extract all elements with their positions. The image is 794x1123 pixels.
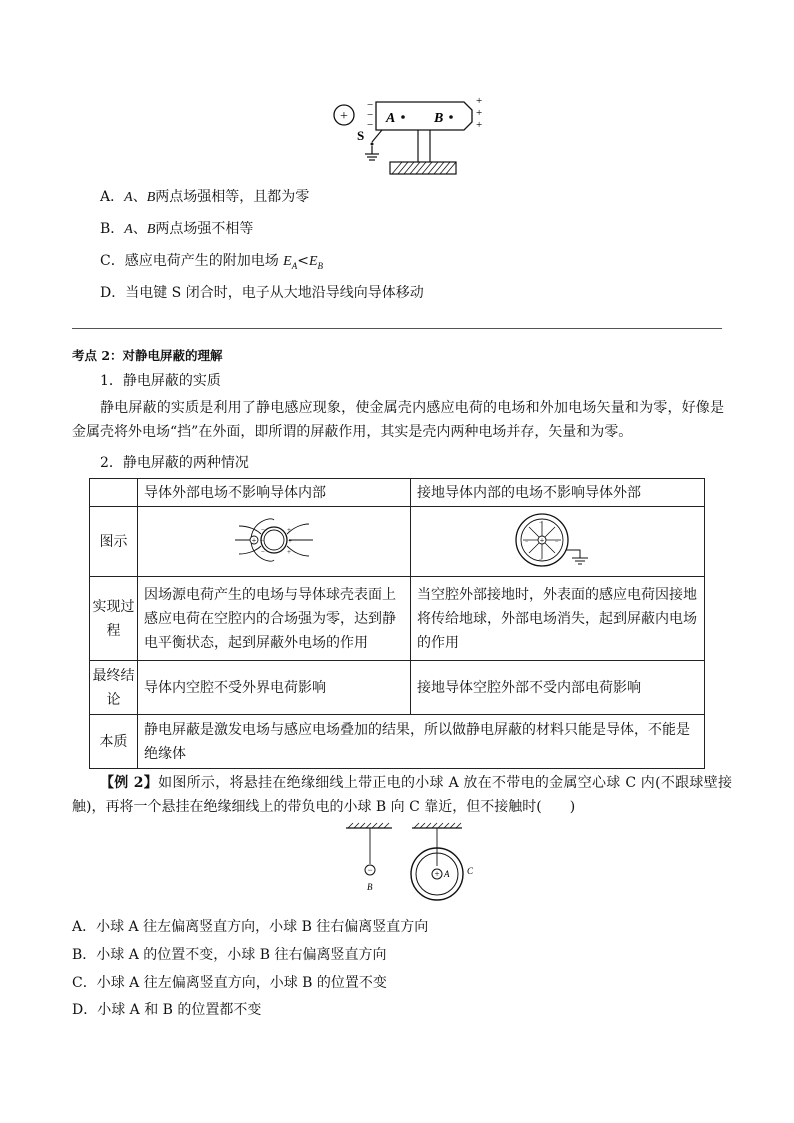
row-label-conclusion: 最终结论 xyxy=(90,661,138,715)
q1-option-d[interactable]: D．当电键 S 闭合时，电子从大地沿导线向导体移动 xyxy=(100,285,424,301)
svg-text:−: − xyxy=(367,865,373,875)
table-header-row xyxy=(90,479,705,507)
svg-text:+: + xyxy=(539,535,544,545)
conclusion-external: 导体内空腔不受外界电荷影响 xyxy=(138,661,411,715)
svg-text:B: B xyxy=(434,111,444,126)
row-label-process: 实现过程 xyxy=(90,577,138,661)
process-grounded: 当空腔外部接地时，外表面的感应电荷因接地将传给地球，外部电场消失，起到屏蔽内电场的作用 xyxy=(411,577,705,661)
svg-text:+: + xyxy=(287,525,291,534)
svg-text:A: A xyxy=(444,869,450,879)
svg-text:−: − xyxy=(261,525,265,534)
q1-option-c[interactable]: C．感应电荷产生的附加电场 $E_A<E_B$ xyxy=(100,253,324,271)
grounded-cavity-shield-diagram xyxy=(508,510,608,570)
svg-text:A: A xyxy=(386,111,396,126)
table-row-process xyxy=(90,577,705,661)
subheading-two-cases: 2．静电屏蔽的两种情况 xyxy=(100,455,249,471)
example2-option-a[interactable]: A．小球 A 往左偏离竖直方向，小球 B 往右偏离竖直方向 xyxy=(72,919,429,935)
essence-text: 静电屏蔽是激发电场与感应电场叠加的结果，所以做静电屏蔽的材料只能是导体，不能是绝缘体 xyxy=(138,715,705,769)
essence-paragraph: 静电屏蔽的实质是利用了静电感应现象，使金属壳内感应电荷的电场和外加电场矢量和为零，好像是金属壳将外电场“挡”在外面，即所谓的屏蔽作用，其实是壳内两种电场并存，矢量和为零。 xyxy=(72,400,724,440)
svg-text:−: − xyxy=(554,538,558,545)
svg-text:−: − xyxy=(538,556,542,563)
table-row-figure xyxy=(90,507,705,577)
svg-text:+: + xyxy=(434,869,440,879)
svg-text:+: + xyxy=(476,107,483,119)
external-field-shield-diagram xyxy=(231,512,317,568)
example2-stem: 【例 2】如图所示，将悬挂在绝缘细线上带正电的小球 A 放在不带电的金属空心球 C 内(不跟球壁接触)，再将一个悬挂在绝缘细线上的带负电的小球 B 向 C 靠近，但不接触时( ) xyxy=(72,775,732,815)
q1-option-b[interactable]: B．A、B两点场强不相等 xyxy=(100,221,254,237)
row-label-figure: 图示 xyxy=(90,507,138,577)
example2-option-c[interactable]: C．小球 A 往左偏离竖直方向，小球 B 的位置不变 xyxy=(72,975,387,991)
example2-option-d[interactable]: D．小球 A 和 B 的位置都不变 xyxy=(72,1002,262,1018)
section-divider xyxy=(72,328,722,329)
svg-text:B: B xyxy=(367,882,373,892)
svg-text:+: + xyxy=(288,536,292,545)
conclusion-grounded: 接地导体空腔外部不受内部电荷影响 xyxy=(411,661,705,715)
svg-text:−: − xyxy=(538,519,542,526)
section-title: 考点 2：对静电屏蔽的理解 xyxy=(72,348,223,363)
process-external: 因场源电荷产生的电场与导体球壳表面上感应电荷在空腔内的合场强为零，达到静电平衡状态，起到屏蔽外电场的作用 xyxy=(138,577,411,661)
row-label-essence: 本质 xyxy=(90,715,138,769)
svg-text:S: S xyxy=(357,128,365,143)
svg-text:−: − xyxy=(367,109,374,121)
svg-text:+: + xyxy=(340,109,348,124)
svg-text:+: + xyxy=(251,535,257,545)
svg-text:C: C xyxy=(467,866,474,876)
svg-text:+: + xyxy=(476,95,483,107)
table-row-conclusion xyxy=(90,661,705,715)
svg-text:−: − xyxy=(260,536,264,545)
q1-option-a[interactable]: A．A、B两点场强相等，且都为零 xyxy=(100,189,310,205)
example2-figure xyxy=(340,822,480,910)
svg-text:−: − xyxy=(261,547,265,556)
svg-text:+: + xyxy=(476,119,483,131)
svg-text:−: − xyxy=(524,538,528,545)
table-row-essence xyxy=(90,715,705,769)
svg-text:−: − xyxy=(367,99,374,111)
col-header-grounded: 接地导体内部的电场不影响导体外部 xyxy=(411,479,705,507)
shielding-table xyxy=(89,478,705,769)
col-header-external: 导体外部电场不影响导体内部 xyxy=(138,479,411,507)
example2-option-b[interactable]: B．小球 A 的位置不变，小球 B 往右偏离竖直方向 xyxy=(72,947,387,963)
subheading-essence: 1．静电屏蔽的实质 xyxy=(100,373,221,389)
svg-text:+: + xyxy=(287,547,291,556)
svg-text:−: − xyxy=(367,119,374,131)
induction-conductor-figure xyxy=(330,94,500,180)
